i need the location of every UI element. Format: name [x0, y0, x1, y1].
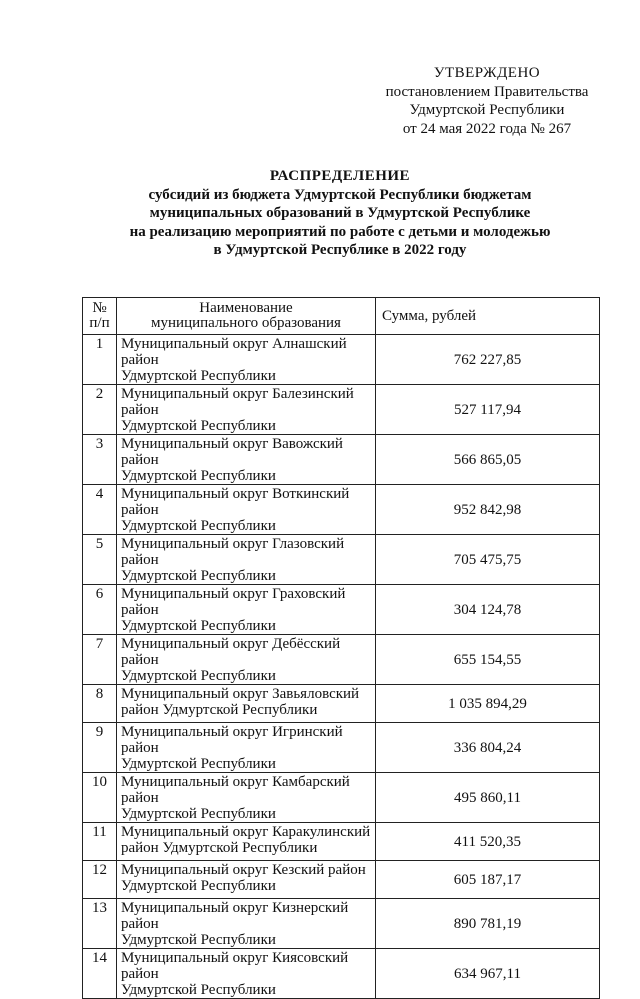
row-municipality-line-1: Муниципальный округ Вавожский район: [121, 436, 343, 468]
row-municipality-line-1: Муниципальный округ Кезский район: [121, 862, 366, 878]
row-municipality-line-1: Муниципальный округ Киясовский район: [121, 950, 349, 982]
table-row: [83, 585, 600, 635]
row-number: 11: [83, 823, 117, 861]
row-municipality-line-2: Удмуртской Республики: [121, 368, 276, 384]
table-row: [83, 535, 600, 585]
row-municipality: [117, 823, 376, 861]
row-municipality: [117, 335, 376, 385]
row-sum: 890 781,19: [376, 899, 600, 949]
row-municipality-line-2: Удмуртской Республики: [121, 806, 276, 822]
title-line-3: на реализацию мероприятий по работе с детьми и молодежью: [129, 223, 551, 240]
row-municipality-line-1: Муниципальный округ Кизнерский район: [121, 900, 349, 932]
row-sum: 411 520,35: [376, 823, 600, 861]
row-number: 7: [83, 635, 117, 685]
row-number: 13: [83, 899, 117, 949]
row-municipality-line-2: Удмуртской Республики: [121, 932, 276, 948]
row-municipality: [117, 723, 376, 773]
table-row: [83, 685, 600, 723]
row-number: 10: [83, 773, 117, 823]
row-number: 1: [83, 335, 117, 385]
row-municipality: [117, 485, 376, 535]
row-municipality-line-1: Муниципальный округ Завьяловский: [121, 686, 360, 702]
header-name-line-1: Наименование: [199, 300, 293, 316]
row-number: 5: [83, 535, 117, 585]
row-number: 2: [83, 385, 117, 435]
document-title: [60, 167, 620, 260]
row-municipality-line-1: Муниципальный округ Воткинский район: [121, 486, 350, 518]
table-row: [83, 823, 600, 861]
row-number: 4: [83, 485, 117, 535]
row-municipality-line-2: район Удмуртской Республики: [121, 840, 318, 856]
row-municipality-line-2: Удмуртской Республики: [121, 518, 276, 534]
row-municipality-line-2: район Удмуртской Республики: [121, 702, 318, 718]
row-number: 9: [83, 723, 117, 773]
row-number: 14: [83, 949, 117, 999]
approval-line-3: от 24 мая 2022 года № 267: [402, 120, 572, 137]
row-sum: 566 865,05: [376, 435, 600, 485]
row-sum: 952 842,98: [376, 485, 600, 535]
header-num-line-2: п/п: [89, 315, 110, 331]
row-municipality-line-2: Удмуртской Республики: [121, 756, 276, 772]
row-sum: 705 475,75: [376, 535, 600, 585]
row-municipality: [117, 385, 376, 435]
row-municipality: [117, 585, 376, 635]
row-number: 6: [83, 585, 117, 635]
row-municipality: [117, 899, 376, 949]
row-sum: 527 117,94: [376, 385, 600, 435]
row-municipality-line-2: Удмуртской Республики: [121, 618, 276, 634]
title-main: РАСПРЕДЕЛЕНИЕ: [269, 168, 411, 184]
row-municipality: [117, 949, 376, 999]
row-municipality-line-1: Муниципальный округ Дебёсский район: [121, 636, 341, 668]
row-municipality-line-2: Удмуртской Республики: [121, 668, 276, 684]
title-line-1: субсидий из бюджета Удмуртской Республики бюджетам: [148, 186, 532, 203]
row-municipality-line-1: Муниципальный округ Каракулинский: [121, 824, 371, 840]
header-name-line-2: муниципального образования: [151, 315, 341, 331]
row-sum: 336 804,24: [376, 723, 600, 773]
header-name: [117, 298, 376, 335]
row-municipality-line-1: Муниципальный округ Камбарский район: [121, 774, 350, 806]
row-municipality-line-1: Муниципальный округ Граховский район: [121, 586, 346, 618]
row-sum: 495 860,11: [376, 773, 600, 823]
title-line-4: в Удмуртской Республике в 2022 году: [213, 242, 467, 258]
row-municipality-line-1: Муниципальный округ Алнашский район: [121, 336, 347, 368]
table-row: [83, 723, 600, 773]
row-municipality-line-2: Удмуртской Республики: [121, 468, 276, 484]
table-row: [83, 773, 600, 823]
table-row: [83, 385, 600, 435]
row-municipality: [117, 685, 376, 723]
table-row: [83, 949, 600, 999]
table-row: [83, 899, 600, 949]
row-sum: 304 124,78: [376, 585, 600, 635]
row-municipality-line-2: Удмуртской Республики: [121, 568, 276, 584]
row-sum: 605 187,17: [376, 861, 600, 899]
table-row: [83, 435, 600, 485]
table-header-row: [83, 298, 600, 335]
table-row: [83, 861, 600, 899]
row-sum: 655 154,55: [376, 635, 600, 685]
row-number: 8: [83, 685, 117, 723]
row-municipality-line-2: Удмуртской Республики: [121, 418, 276, 434]
row-municipality: [117, 635, 376, 685]
row-municipality-line-1: Муниципальный округ Глазовский район: [121, 536, 345, 568]
row-sum: 1 035 894,29: [376, 685, 600, 723]
approval-stamp: [372, 64, 602, 138]
table-row: [83, 335, 600, 385]
row-municipality-line-1: Муниципальный округ Балезинский район: [121, 386, 354, 418]
approval-line-2: Удмуртской Республики: [409, 102, 565, 118]
row-municipality-line-2: Удмуртской Республики: [121, 982, 276, 998]
header-sum: Сумма, рублей: [376, 298, 600, 335]
row-sum: 762 227,85: [376, 335, 600, 385]
row-sum: 634 967,11: [376, 949, 600, 999]
header-num: [83, 298, 117, 335]
distribution-table: [82, 297, 600, 999]
row-number: 3: [83, 435, 117, 485]
row-municipality-line-1: Муниципальный округ Игринский район: [121, 724, 343, 756]
table-row: [83, 485, 600, 535]
row-municipality-line-2: Удмуртской Республики: [121, 878, 276, 894]
title-line-2: муниципальных образований в Удмуртской Республике: [149, 205, 531, 221]
row-municipality: [117, 435, 376, 485]
table-row: [83, 635, 600, 685]
approval-heading: УТВЕРЖДЕНО: [433, 65, 541, 81]
approval-line-1: постановлением Правительства: [385, 83, 589, 100]
header-num-line-1: №: [92, 300, 107, 316]
row-municipality: [117, 773, 376, 823]
row-municipality: [117, 861, 376, 899]
row-number: 12: [83, 861, 117, 899]
row-municipality: [117, 535, 376, 585]
